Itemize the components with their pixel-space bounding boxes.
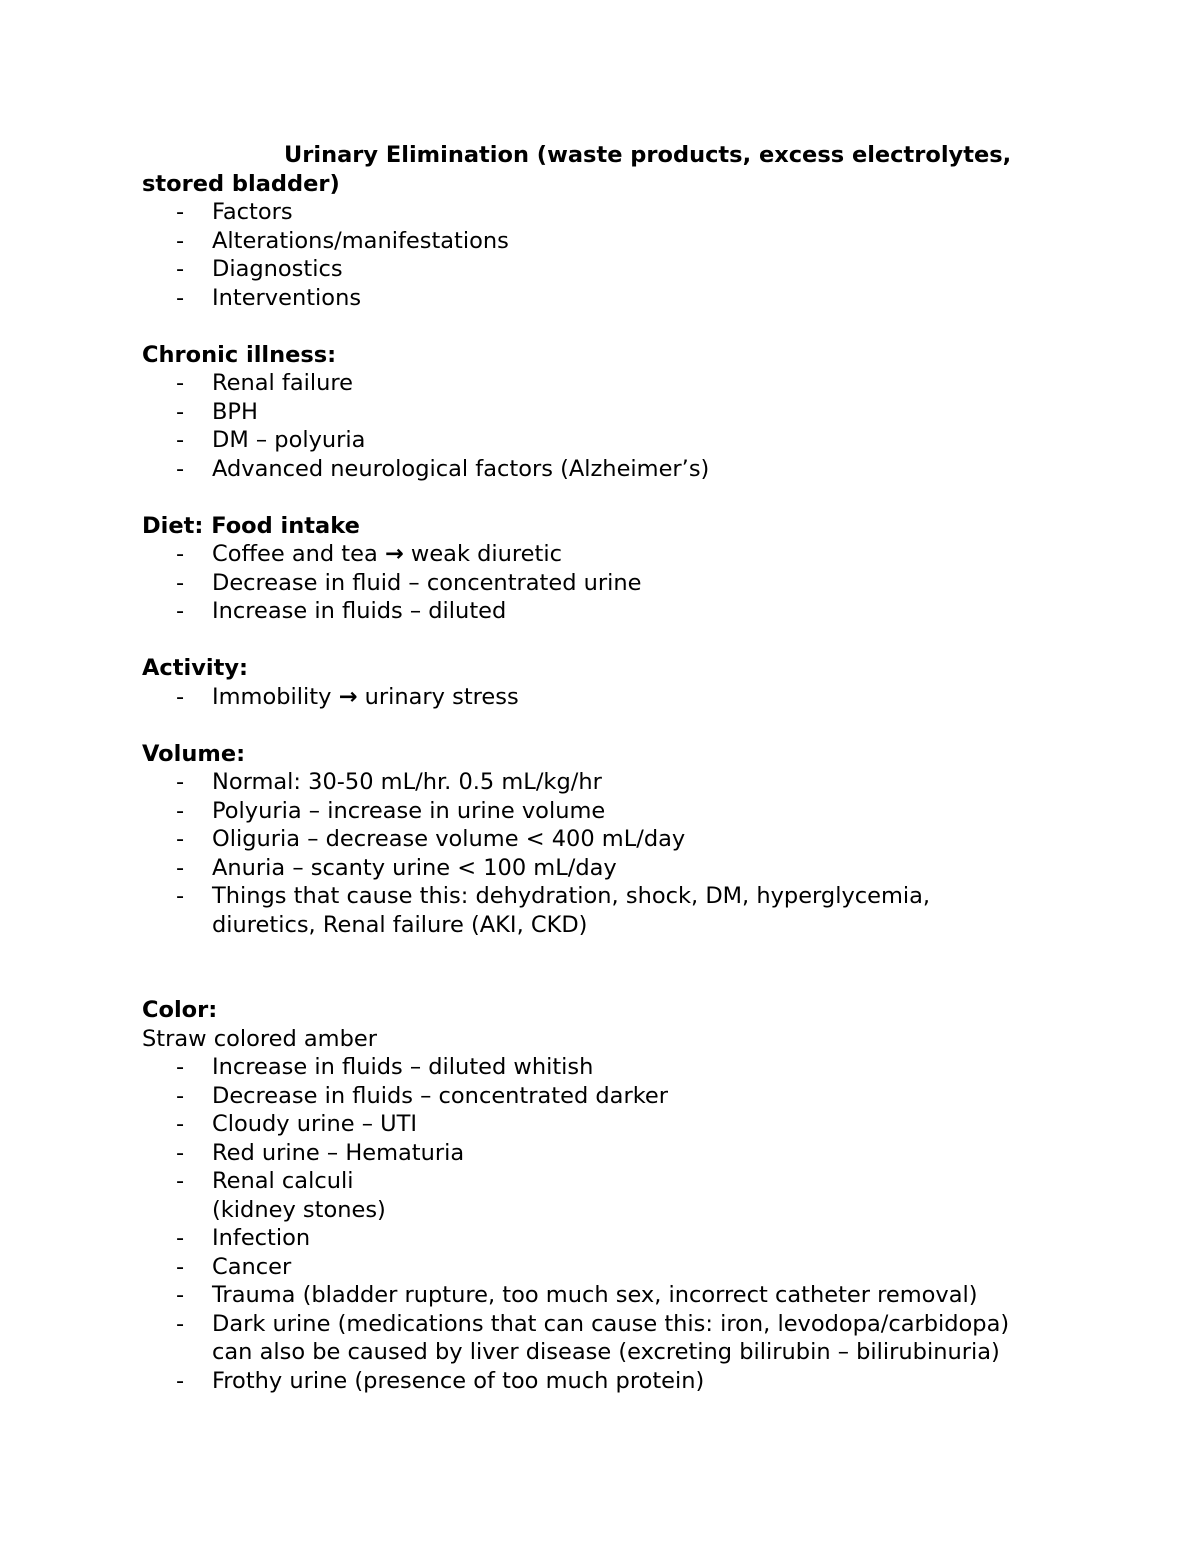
section-heading-chronic: Chronic illness: — [142, 341, 337, 368]
activity-list — [142, 683, 1082, 712]
right-arrow-icon: → — [384, 541, 404, 567]
list-item: - Alterations/manifestations — [142, 227, 1082, 256]
list-item-text: Coffee and tea — [212, 541, 385, 567]
list-item-line: Renal calculi — [212, 1168, 354, 1194]
chronic-list — [142, 369, 1082, 483]
list-item-text: weak diuretic — [403, 541, 562, 567]
list-item: - Decrease in fluids – concentrated darker — [142, 1082, 1082, 1111]
list-item — [142, 540, 1082, 569]
list-item-line: diuretics, Renal failure (AKI, CKD) — [212, 911, 588, 938]
list-item-line: can also be caused by liver disease (excreting bilirubin – bilirubinuria) — [212, 1339, 1000, 1365]
list-item-line: (kidney stones) — [212, 1196, 386, 1223]
list-item: - Trauma (bladder rupture, too much sex, incorrect catheter removal) — [142, 1281, 1082, 1310]
list-item: - Infection — [142, 1224, 1082, 1253]
list-item: - Cloudy urine – UTI — [142, 1110, 1082, 1139]
list-item: - Red urine – Hematuria — [142, 1139, 1082, 1168]
section-heading-activity: Activity: — [142, 655, 249, 681]
list-item: - BPH — [142, 398, 1082, 427]
document-page — [142, 141, 1082, 1395]
color-list — [142, 1053, 1082, 1395]
list-item: - Anuria – scanty urine < 100 mL/day — [142, 854, 1082, 883]
list-item — [142, 683, 1082, 712]
list-item: - Cancer — [142, 1253, 1082, 1282]
list-item-line: Dark urine (medications that can cause this: iron, levodopa/carbidopa) — [212, 1310, 1010, 1337]
list-item — [142, 1167, 1082, 1224]
list-item — [142, 882, 1082, 939]
section-heading-color: Color: — [142, 997, 218, 1023]
volume-list — [142, 768, 1082, 939]
diet-list — [142, 540, 1082, 626]
blank-line — [142, 312, 1082, 341]
list-item: - Factors — [142, 198, 1082, 227]
list-item: - Increase in fluids – diluted — [142, 597, 1082, 626]
list-item: - Oliguria – decrease volume < 400 mL/day — [142, 825, 1082, 854]
list-item: - Frothy urine (presence of too much protein) — [142, 1367, 1082, 1396]
list-item: - Decrease in fluid – concentrated urine — [142, 569, 1082, 598]
document-title-line-1: Urinary Elimination (waste products, excess electrolytes, — [284, 142, 1012, 168]
blank-lines — [142, 939, 1082, 996]
list-item: - Diagnostics — [142, 255, 1082, 284]
list-item: - Interventions — [142, 284, 1082, 313]
list-item: - DM – polyuria — [142, 426, 1082, 455]
document-title-line-2: stored bladder) — [142, 170, 340, 197]
list-item: - Polyuria – increase in urine volume — [142, 797, 1082, 826]
blank-line — [142, 711, 1082, 740]
section-heading-volume: Volume: — [142, 740, 246, 767]
list-item: - Increase in fluids – diluted whitish — [142, 1053, 1082, 1082]
list-item: - Renal failure — [142, 369, 1082, 398]
intro-list — [142, 198, 1082, 312]
list-item — [142, 1310, 1082, 1367]
right-arrow-icon: → — [338, 683, 358, 710]
list-item-text: urinary stress — [357, 683, 519, 710]
color-subtitle: Straw colored amber — [142, 1025, 377, 1052]
blank-line — [142, 626, 1082, 655]
list-item-text: Immobility — [212, 683, 339, 710]
list-item: - Normal: 30-50 mL/hr. 0.5 mL/kg/hr — [142, 768, 1082, 797]
blank-line — [142, 483, 1082, 512]
section-heading-diet: Diet: Food intake — [142, 512, 360, 539]
list-item-line: Things that cause this: dehydration, shock, DM, hyperglycemia, — [212, 883, 931, 909]
list-item: - Advanced neurological factors (Alzheimer’s) — [142, 455, 1082, 484]
